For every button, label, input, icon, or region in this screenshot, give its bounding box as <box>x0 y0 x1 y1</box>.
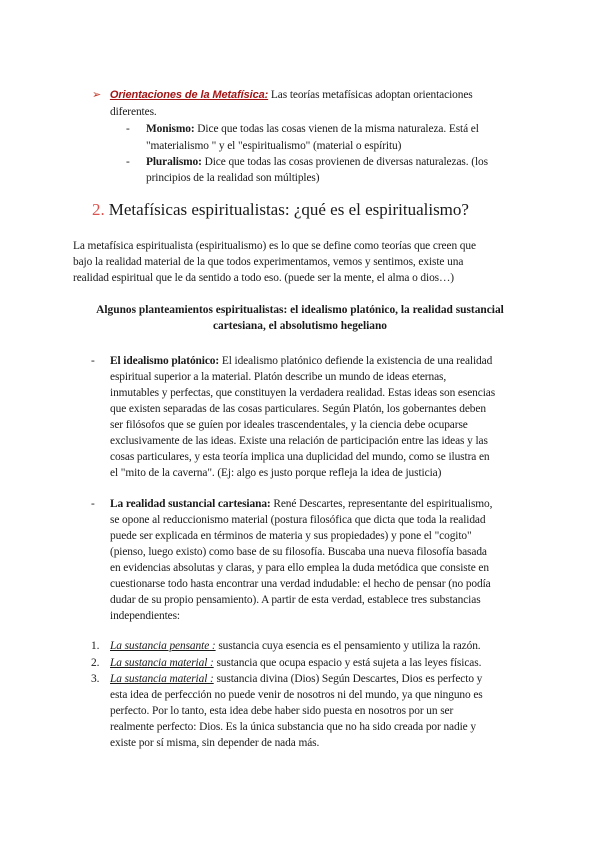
subheading-line: cartesiana, el absolutismo hegeliano <box>212 320 388 332</box>
sustancia-text: sustancia cuya esencia es el pensamiento y utiliza la razón. <box>215 640 481 652</box>
pluralismo-text: Dice que todas las cosas provienen de diversas naturalezas. (los <box>201 156 488 168</box>
sustancia-pensante-item <box>110 638 481 654</box>
idealismo-line: exclusivamente de las ideas. Existe una relación de participación entre las ideas y las <box>110 435 488 447</box>
sustancia-material-item <box>110 655 481 671</box>
idealismo-line: ser filósofos que se guíen por ideales trascendentales, y la ciencia debe ocuparse <box>110 419 468 431</box>
list-dash: - <box>91 355 95 367</box>
descartes-text: René Descartes, representante del espiritualismo, <box>270 498 493 510</box>
pluralismo-item <box>146 154 488 170</box>
descartes-line: (pienso, luego existo) como base de su filosofía. Buscaba una nueva filosofía basada <box>110 546 487 558</box>
orientaciones-paragraph <box>92 87 473 103</box>
list-dash: - <box>126 123 130 135</box>
monismo-term: Monismo: <box>146 123 195 135</box>
idealismo-line: el "mito de la caverna". (Ej: algo es justo porque refleja la idea de justicia) <box>110 467 442 479</box>
sustancia-term: La sustancia pensante : <box>110 640 216 652</box>
sustancia-divina-line: perfecto. Por lo tanto, esta idea debe haber sido puesta en nosotros por un ser <box>110 705 454 717</box>
list-number: 1. <box>91 640 100 652</box>
idealismo-line: inmutables y perfectas, que constituyen la verdadera realidad. Estas ideas son esencias <box>110 387 496 399</box>
idealismo-first-line <box>110 353 492 369</box>
idealismo-text: El idealismo platónico defiende la existencia de una realidad <box>219 355 493 367</box>
arrow-bullet-icon: ➢ <box>92 88 102 101</box>
monismo-text: Dice que todas las cosas vienen de la misma naturaleza. Está el <box>194 123 479 135</box>
descartes-line: independientes: <box>110 610 180 622</box>
idealismo-term: El idealismo platónico: <box>110 355 220 367</box>
orientaciones-title: Orientaciones de la Metafísica: <box>109 89 269 101</box>
orientaciones-text-cont: diferentes. <box>110 106 157 118</box>
list-number: 2. <box>91 657 100 669</box>
orientaciones-text: Las teorías metafísicas adoptan orientaciones <box>268 89 473 101</box>
sustancia-term: La sustancia material : <box>110 657 214 669</box>
descartes-line: dudar de su propio pensamiento). A partir de esta verdad, establece tres substancias <box>110 594 481 606</box>
intro-line: La metafísica espiritualista (espiritualismo) es lo que se define como teorías que creen que <box>73 240 476 252</box>
list-dash: - <box>91 498 95 510</box>
sustancia-text: sustancia divina (Dios) Según Descartes, Dios es perfecto y <box>213 673 483 685</box>
idealismo-line: que existen separadas de las cosas particulares. Según Platón, los gobernantes deben <box>110 403 486 415</box>
pluralismo-term: Pluralismo: <box>146 156 202 168</box>
idealismo-line: cosas particulares, y esta teoría implica una duplicidad del mundo, como se ilustra en <box>110 451 490 463</box>
sustancia-divina-line: realmente perfecto: Dios. Es la única substancia que no ha sido creada por nadie y <box>110 721 476 733</box>
sustancia-divina-line: esta idea de perfección no puede venir de nosotros ni del mundo, ya que ninguno es <box>110 689 483 701</box>
descartes-line: puede ser explicada en términos de materia y sus propiedades) y pone el "cogito" <box>110 530 472 542</box>
monismo-item <box>146 121 479 137</box>
list-dash: - <box>126 156 130 168</box>
intro-line: realidad espiritual que le da sentido a todo eso. (puede ser la mente, el alma o dios…) <box>73 272 454 284</box>
section-2-heading <box>92 200 469 220</box>
section-title: Metafísicas espiritualistas: ¿qué es el espiritualismo? <box>108 200 469 219</box>
sustancia-term: La sustancia material : <box>110 673 214 685</box>
descartes-first-line <box>110 496 492 512</box>
subheading-line: Algunos planteamientos espiritualistas: el idealismo platónico, la realidad sustancial <box>96 304 504 316</box>
descartes-term: La realidad sustancial cartesiana: <box>110 498 271 510</box>
descartes-line: cuestionarse todo hasta encontrar una verdad indudable: el hecho de pensar (no podía <box>110 578 491 590</box>
intro-line: bajo la realidad material de la que todos experimentamos, vemos y sentimos, existe una <box>73 256 464 268</box>
sustancia-divina-line: existe por sí misma, sin depender de nada más. <box>110 737 320 749</box>
idealismo-line: espiritual superior a la material. Platón describe un mundo de ideas eternas, <box>110 371 447 383</box>
list-number: 3. <box>91 673 100 685</box>
descartes-line: en evidencias absolutas y claras, y para ello emplea la duda metódica que consiste en <box>110 562 489 574</box>
sustancia-divina-item <box>110 671 482 687</box>
monismo-text-cont: "materialismo " y el "espiritualismo" (material o espíritu) <box>146 140 402 152</box>
pluralismo-text-cont: principios de la realidad son múltiples) <box>146 172 320 184</box>
descartes-line: se opone al reduccionismo material (postura filosófica que dicta que toda la realidad <box>110 514 486 526</box>
section-number: 2. <box>92 200 105 219</box>
sustancia-text: sustancia que ocupa espacio y está sujeta a las leyes físicas. <box>213 657 482 669</box>
